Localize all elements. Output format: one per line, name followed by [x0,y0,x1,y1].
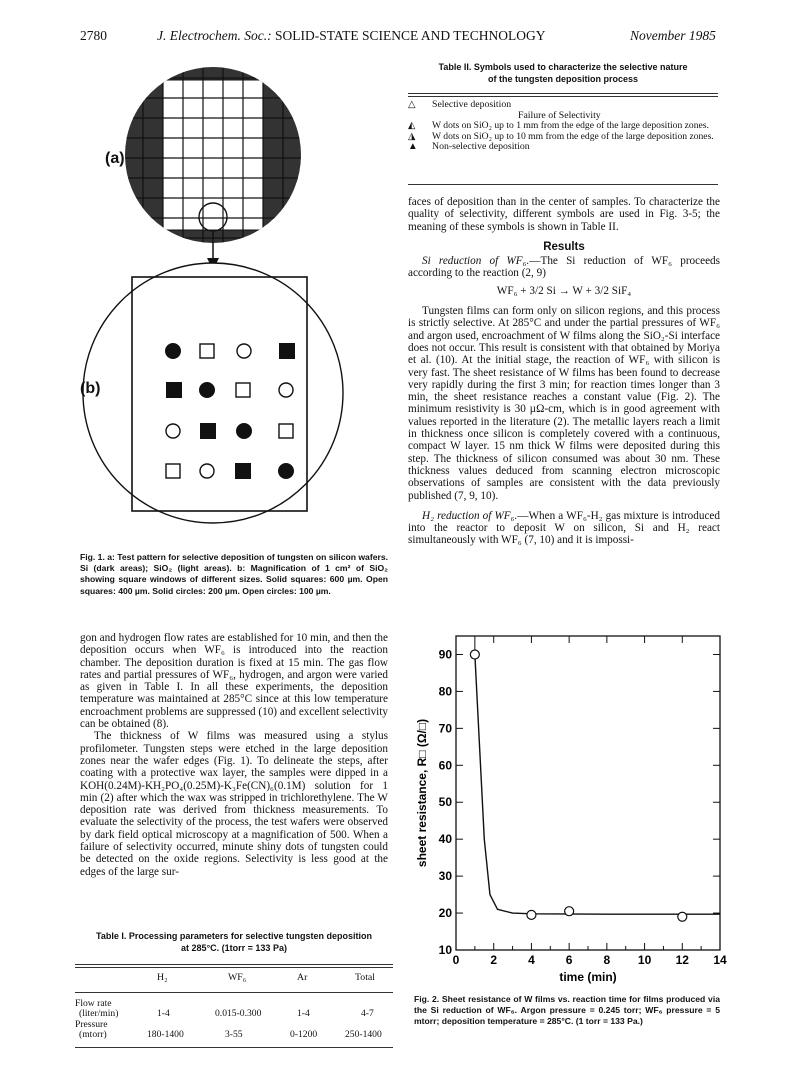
data-point [527,910,536,919]
data-point [678,912,687,921]
x-tick-label: 12 [675,953,689,967]
non-selective-symbol-icon: ▲ [408,141,418,152]
reaction-equation: WF₆ + 3/2 Si → W + 3/2 SiF₄ [496,284,632,297]
h2-reduction-text: —When a WF₆-H₂ gas mixture is introduced into the reactor to deposit W on silicon, Si and H₂ react simultaneously with WF₆ (7, 10) and it is impossi- [408,509,720,547]
right-column-text [408,196,720,547]
x-tick-label: 4 [528,953,535,967]
y-axis-label: sheet resistance, R□ (Ω/□) [415,718,429,868]
x-tick-label: 2 [490,953,498,967]
table2-row [408,142,720,153]
figure1-label-b: (b) [80,380,101,397]
table1-cell: 250-1400 [345,1029,382,1040]
table2-title-line2: of the tungsten deposition process [487,73,638,84]
y-tick-label: 90 [438,647,452,662]
x-axis-label: time (min) [559,970,617,984]
table2-row [408,121,720,132]
table1-header-total: Total [355,972,375,983]
paragraph: The thickness of W films was measured using a stylus profilometer. Tungsten steps were etched in the large deposition zones near the wafer edges (Fig. 1). To delineate the steps, after coating with a protective wax layer, the samples were dipped in a KOH(0.24M)-KH₂PO₄(0.25M)-K₃Fe(CN)₆(0.1M) solution for 1 min (2) after which the wax was stripped in trichlorethylene. The W deposition rate was derived from thickness measurements. To evaluate the selectivity of the process, the test wafers were observed by dark field optical microscopy at a magnification of 500. When a failure of selectivity occurred, minute shiny dots of tungsten could be detected on the oxide regions. Selectivity is less good at the edges of the large sur- [80,730,388,878]
paragraph: faces of deposition than in the center of samples. To characterize the quality of selectivity, different symbols are used in Fig. 3-5; the meaning of these symbols is shown in Table II. [408,196,720,233]
table1-cell: 0-1200 [290,1029,318,1040]
h2-reduction-heading: H₂ reduction of WF₆. [422,509,518,522]
x-tick-label: 8 [603,953,611,967]
page-number: 2780 [80,28,107,43]
selective-symbol-icon: △ [408,99,416,110]
table1-header-h2: H₂ [157,972,168,983]
table1-cell: 1-4 [157,1008,170,1019]
table1-row-sublabel: (mtorr) [79,1029,107,1040]
table1-cell: 4-7 [361,1008,374,1019]
issue-date: November 1985 [630,28,716,43]
table1-cell: 1-4 [297,1008,310,1019]
figure1-diagram [80,48,400,568]
paragraph: gon and hydrogen flow rates are established for 10 min, and then the deposition occurs when WF₆ is introduced into the reaction chamber. The deposition duration is fixed at 15 min. The gas flow rates and partial pressures of WF₆, hydrogen, and argon were varied as given in Table I. In all these experiments, the deposition temperature was maintained at 285°C since at this low temperature encroachment problems are suppressed (10) and excellent selectivity can be obtained (8). [80,632,388,731]
table2-row-text: Non-selective deposition [432,141,530,152]
y-tick-label: 60 [438,758,452,773]
table1-cell: 0.015-0.300 [215,1008,262,1019]
journal-section: SOLID-STATE SCIENCE AND TECHNOLOGY [274,28,546,43]
results-heading: Results [543,240,585,253]
paragraph: Tungsten films can form only on silicon regions, and this process is strictly selective. At 285°C and under the partial pressures of WF₆ and argon used, encroachment of W films along the SiO₂-Si interface does not occur. This result is consistent with that obtained by Moriya et al. (10). At the initial stage, the reaction of WF₆ with silicon is very fast. The sheet resistance of W films has been found to decrease very rapidly during the first 3 min; for reaction times longer than 3 min, the sheet resistance reaches a constant value (Fig. 2). The minimum resistivity is 30 µΩ-cm, which is in good agreement with values reported in the literature (2). The metallic layers reach a limit in thickness once silicon is completely covered with a continuous, compact W layer. 15 nm thick W films were deposited during this step. The thickness of silicon consumed was about 30 nm. These thickness values deduced from scanning electron microscopic observations of samples are consistent with the data previously published (7, 9, 10). [408,305,720,502]
y-tick-label: 20 [438,906,452,921]
table1-row-sublabel: (liter/min) [79,1008,119,1019]
x-tick-label: 6 [565,953,573,967]
data-point [470,650,479,659]
paragraph [408,255,720,280]
y-tick-label: 30 [438,869,452,884]
journal-name: J. Electrochem. Soc.: [157,28,272,43]
table2-row-text: W dots on SiO₂ up to 1 mm from the edge of the large deposition zones. [432,120,709,131]
table2-row-text: Failure of Selectivity [518,109,601,121]
table2-row-text: Selective deposition [432,99,512,110]
table1-header-ar: Ar [297,972,308,983]
sheet-resistance-chart [408,628,730,990]
table1-header-row [75,972,393,984]
table2-title [408,62,718,85]
fit-curve [475,654,720,914]
y-tick-label: 70 [438,721,452,736]
y-tick-label: 40 [438,832,452,847]
table1-cell: 180-1400 [147,1029,184,1040]
table2-row-text: W dots on SiO₂ up to 10 mm from the edge of the large deposition zones. [432,130,714,142]
partial-fill-2-icon: ◮ [408,130,416,142]
table1-row [75,1020,393,1044]
x-tick-label: 14 [713,953,727,967]
running-head [157,28,546,44]
figure1-label-a: (a) [105,150,125,167]
figure2-caption: Fig. 2. Sheet resistance of W films vs. reaction time for films produced via the Si reduction of WF₆. Argon pressure = 0.245 torr; WF₆ pressure = 5 mtorr; deposition temperature = 285°C. (1 torr = 133 Pa.) [414,994,720,1027]
table1-cell: 3-55 [225,1029,243,1040]
plot-frame [456,636,720,950]
table1-title-line2: at 285°C. (1torr = 133 Pa) [181,942,287,953]
y-tick-label: 80 [438,684,452,699]
table1-title-line1: Table I. Processing parameters for selective tungsten deposition [96,931,372,941]
x-tick-label: 10 [637,953,652,967]
y-tick-label: 10 [438,943,452,957]
table1-title [80,931,388,954]
table1-row-label: Flow rate [75,998,112,1009]
data-point [565,907,574,916]
table2-body [408,100,720,153]
partial-fill-1-icon: ◭ [408,120,416,131]
si-reduction-heading: Si reduction of WF₆. [422,255,530,268]
table1-row-label: Pressure [75,1019,108,1030]
left-column-text [80,632,388,878]
si-reduction-text: —The Si reduction of WF₆ proceeds according to the reaction (2, 9) [408,255,720,280]
table1-header-wf6: WF₆ [228,972,247,983]
paragraph [408,510,720,547]
table2-title-line1: Table II. Symbols used to characterize the selective nature [438,62,688,72]
y-tick-label: 50 [438,795,452,810]
figure1-caption: Fig. 1. a: Test pattern for selective deposition of tungsten on silicon wafers. Si (dark areas); SiO₂ (light areas). b: Magnification of 1 cm² of SiO₂ showing square windows of different sizes. Solid squares: 600 µm. Open squares: 400 µm. Solid circles: 200 µm. Open circles: 100 µm. [80,552,388,596]
x-tick-label: 0 [452,953,460,967]
